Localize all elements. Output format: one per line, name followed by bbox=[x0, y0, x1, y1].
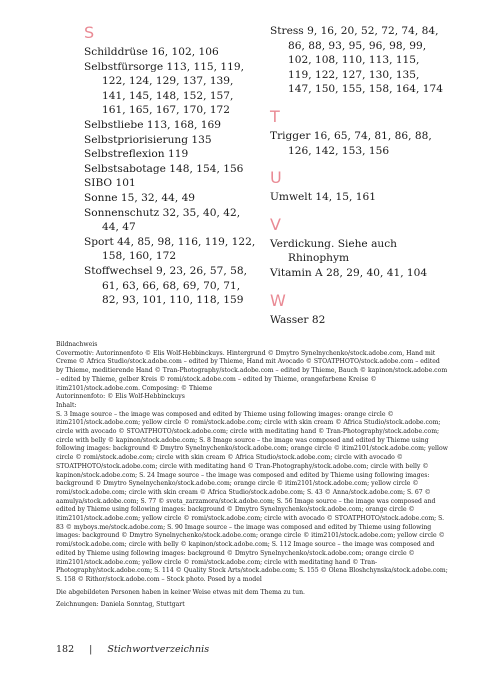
page-footer bbox=[56, 644, 209, 655]
credits-persons-note: Die abgebildeten Personen haben in keiner Weise etwas mit dem Thema zu tun. bbox=[56, 588, 305, 596]
index-entry: Stress 9, 16, 20, 52, 72, 74, 84, 86, 88, 93, 95, 96, 98, 99, 102, 108, 110, 113, 115, 119, 122, 127, 130, 135, 147, 150, 155, 158, 164, 174 bbox=[270, 25, 443, 96]
index-entry: Umwelt 14, 15, 161 bbox=[270, 191, 376, 204]
index-entry: SIBO 101 bbox=[84, 177, 136, 190]
image-credits bbox=[56, 341, 449, 610]
credits-drawings: Zeichnungen: Daniela Sonntag, Stuttgart bbox=[56, 601, 185, 609]
footer-separator: | bbox=[89, 644, 93, 655]
index-entry: Selbstfürsorge 113, 115, 119, 122, 124, 129, 137, 139, 141, 145, 148, 152, 157, 161, 165, 167, 170, 172 bbox=[84, 60, 244, 117]
index-entry: Selbstsabotage 148, 154, 156 bbox=[84, 162, 244, 175]
index-entry: Stoffwechsel 9, 23, 26, 57, 58, 61, 63, 66, 68, 69, 70, 71, 82, 93, 101, 110, 118, 159 bbox=[84, 264, 247, 307]
index-letter-w: W bbox=[270, 290, 286, 310]
index-entry: Selbstreflexion 119 bbox=[84, 148, 189, 161]
index-entry: Selbstliebe 113, 168, 169 bbox=[84, 118, 221, 131]
index-entry: Verdickung. Siehe auch Rhinophym bbox=[270, 237, 397, 265]
index-column-left bbox=[84, 24, 259, 308]
credits-heading: Bildnachweis bbox=[56, 341, 98, 348]
credits-cover: Covermotiv: Autorinnenfoto © Elis Wolf-Hebbinckuys. Hintergrund © Dmytro Synelnychenko/stock.adobe.com, Hand mit Creme © Africa Studio/stock.adobe.com – edited by Thieme, Hand mit Avocado © STOATPHOTO/stock.adobe.com – edited by Thieme, meditierende Hand © Tran-Photography/stock.adobe.com – edited by Thieme, Bauch © kapinon/stock.adobe.com – edited by Thieme, gelber Kreis © romi/stock.adobe.com – edited by Thieme, orangefarbene Kreise © itim2101/stock.adobe.com. Composing: © Thieme bbox=[56, 349, 448, 392]
index-entry: Wasser 82 bbox=[270, 313, 326, 326]
page-number: 182 bbox=[56, 644, 75, 655]
index-letter-u: U bbox=[270, 168, 282, 188]
index-entry: Sport 44, 85, 98, 116, 119, 122, 158, 160, 172 bbox=[84, 235, 256, 263]
index-entry: Schilddrüse 16, 102, 106 bbox=[84, 46, 219, 58]
index-entry: Vitamin A 28, 29, 40, 41, 104 bbox=[270, 266, 428, 279]
credits-inhalt: S. 3 Image source – the image was composed and edited by Thieme using following images: orange circle © itim2101/stock.adobe.com; yellow circle © romi/stock.adobe.com; circle with skin cream © Africa Studio/stock.adobe.com; circle with avocado © STOATPHOTO/stock.adobe.com; circle with meditating hand © Tran-Photography/stock.adobe.com; circle with belly © kapinon/stock.adobe.com; S. 8 Image source – the image was composed and edited by Thieme using following images: background © Dmytro Synelnychenko/stock.adobe.com; orange circle © itim2101/stock.adobe.com; yellow circle © romi/stock.adobe.com; circle with skin cream © Africa Studio/stock.adobe.com; circle with avocado © STOATPHOTO/stock.adobe.com; circle with meditating hand © Tran-Photography/stock.adobe.com; circle with belly © kapinon/stock.adobe.com; S. 24 Image source – the image was composed and edited by Thieme using following images: background © Dmytro Synelnychenko/stock.adobe.com; orange circle © itim2101/stock.adobe.com; yellow circle © romi/stock.adobe.com; circle with skin cream © Africa Studio/stock.adobe.com; S. 43 © Anna/stock.adobe.com; S. 67 © aamulya/stock.adobe.com; S. 77 © sveta_zarzamora/stock.adobe.com; S. 56 Image source – the image was composed and edited by Thieme using following images: background © Dmytro Synelnychenko/stock.adobe.com; orange circle © itim2101/stock.adobe.com; yellow circle © romi/stock.adobe.com; circle with avocado © STOATPHOTO/stock.adobe.com; S. 83 © myboys.me/stock.adobe.com; S. 90 Image source – the image was composed and edited by Thieme using following images: background © Dmytro Synelnychenko/stock.adobe.com; orange circle © itim2101/stock.adobe.com; yellow circle © romi/stock.adobe.com; circle with belly © kapinon/stock.adobe.com; S. 112 Image source – the image was composed and edited by Thieme using following images: background © Dmytro Synelnychenko/stock.adobe.com; orange circle © itim2101/stock.adobe.com; yellow circle © romi/stock.adobe.com; circle with meditating hand © Tran-Photography/stock.adobe.com; S. 114 © Quality Stock Arts/stock.adobe.com; S. 155 © Olena Bloshchynska/stock.adobe.com; S. 158 © Rithor/stock.adobe.com – Stock photo. Posed by a model bbox=[56, 410, 448, 583]
index-entry: Trigger 16, 65, 74, 81, 86, 88, 126, 142, 153, 156 bbox=[270, 129, 432, 157]
index-entry: Selbstpriorisierung 135 bbox=[84, 133, 212, 146]
section-title: Stichwortverzeichnis bbox=[107, 644, 210, 655]
index-entry: Sonnenschutz 32, 35, 40, 42, 44, 47 bbox=[84, 206, 241, 234]
index-entry: Sonne 15, 32, 44, 49 bbox=[84, 191, 196, 204]
index-letter-s: S bbox=[84, 23, 95, 42]
index-letter-v: V bbox=[270, 214, 281, 234]
credits-author: Autorinnenfoto: © Elis Wolf-Hebbinckuys bbox=[56, 393, 185, 401]
index-letter-t: T bbox=[270, 106, 280, 126]
index-column-right bbox=[270, 24, 445, 327]
credits-inhalt-label: Inhalt: bbox=[56, 401, 77, 409]
